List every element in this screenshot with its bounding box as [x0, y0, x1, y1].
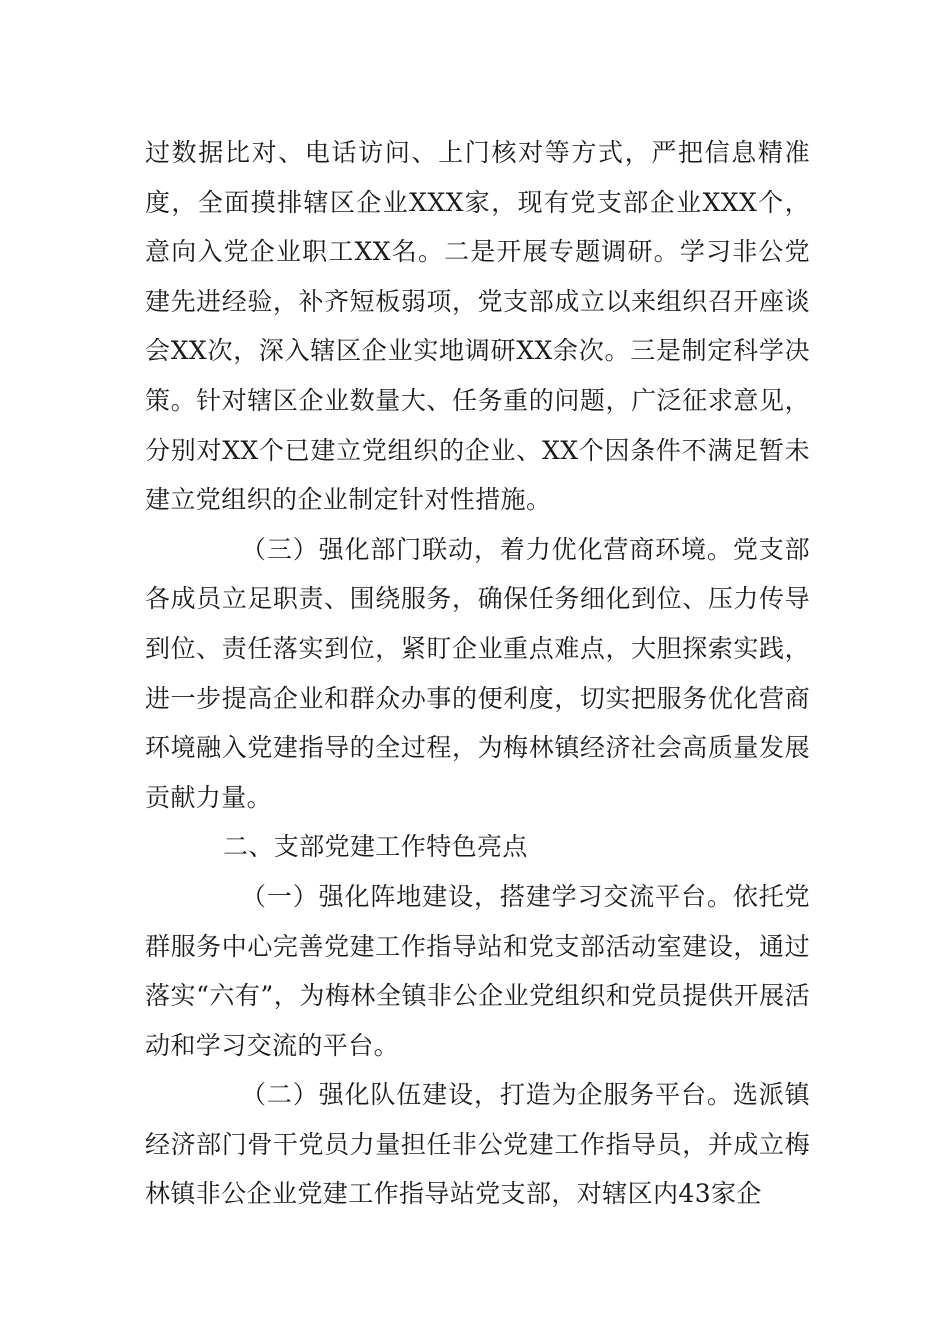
document-page: [145, 128, 810, 1219]
paragraph-subsection-2: （二）强化队伍建设，打造为企服务平台。选派镇经济部门骨干党员力量担任非公党建工作指导员，并成立梅林镇非公企业党建工作指导站党支部，对辖区内43家企: [145, 1080, 810, 1209]
paragraph-continued: 过数据比对、电话访问、上门核对等方式，严把信息精准度，全面摸排辖区企业XXX家，现有党支部企业XXX个，意向入党企业职工XX名。二是开展专题调研。学习非公党建先进经验，补齐短板弱项，党支部成立以来组织召开座谈会XX次，深入辖区企业实地调研XX余次。三是制定科学决策。针对辖区企业数量大、任务重的问题，广泛征求意见，分别对XX个已建立党组织的企业、XX个因条件不满足暂未建立党组织的企业制定针对性措施。: [145, 138, 810, 515]
paragraph-section-3: （三）强化部门联动，着力优化营商环境。党支部各成员立足职责、围绕服务，确保任务细化到位、压力传导到位、责任落实到位，紧盯企业重点难点，大胆探索实践，进一步提高企业和群众办事的便利度，切实把服务优化营商环境融入党建指导的全过程，为梅林镇经济社会高质量发展贡献力量。: [145, 534, 810, 812]
paragraph-subsection-1: （一）强化阵地建设，搭建学习交流平台。依托党群服务中心完善党建工作指导站和党支部活动室建设，通过落实“六有”，为梅林全镇非公企业党组织和党员提供开展活动和学习交流的平台。: [145, 881, 810, 1060]
section-heading-2: 二、支部党建工作特色亮点: [223, 832, 528, 862]
